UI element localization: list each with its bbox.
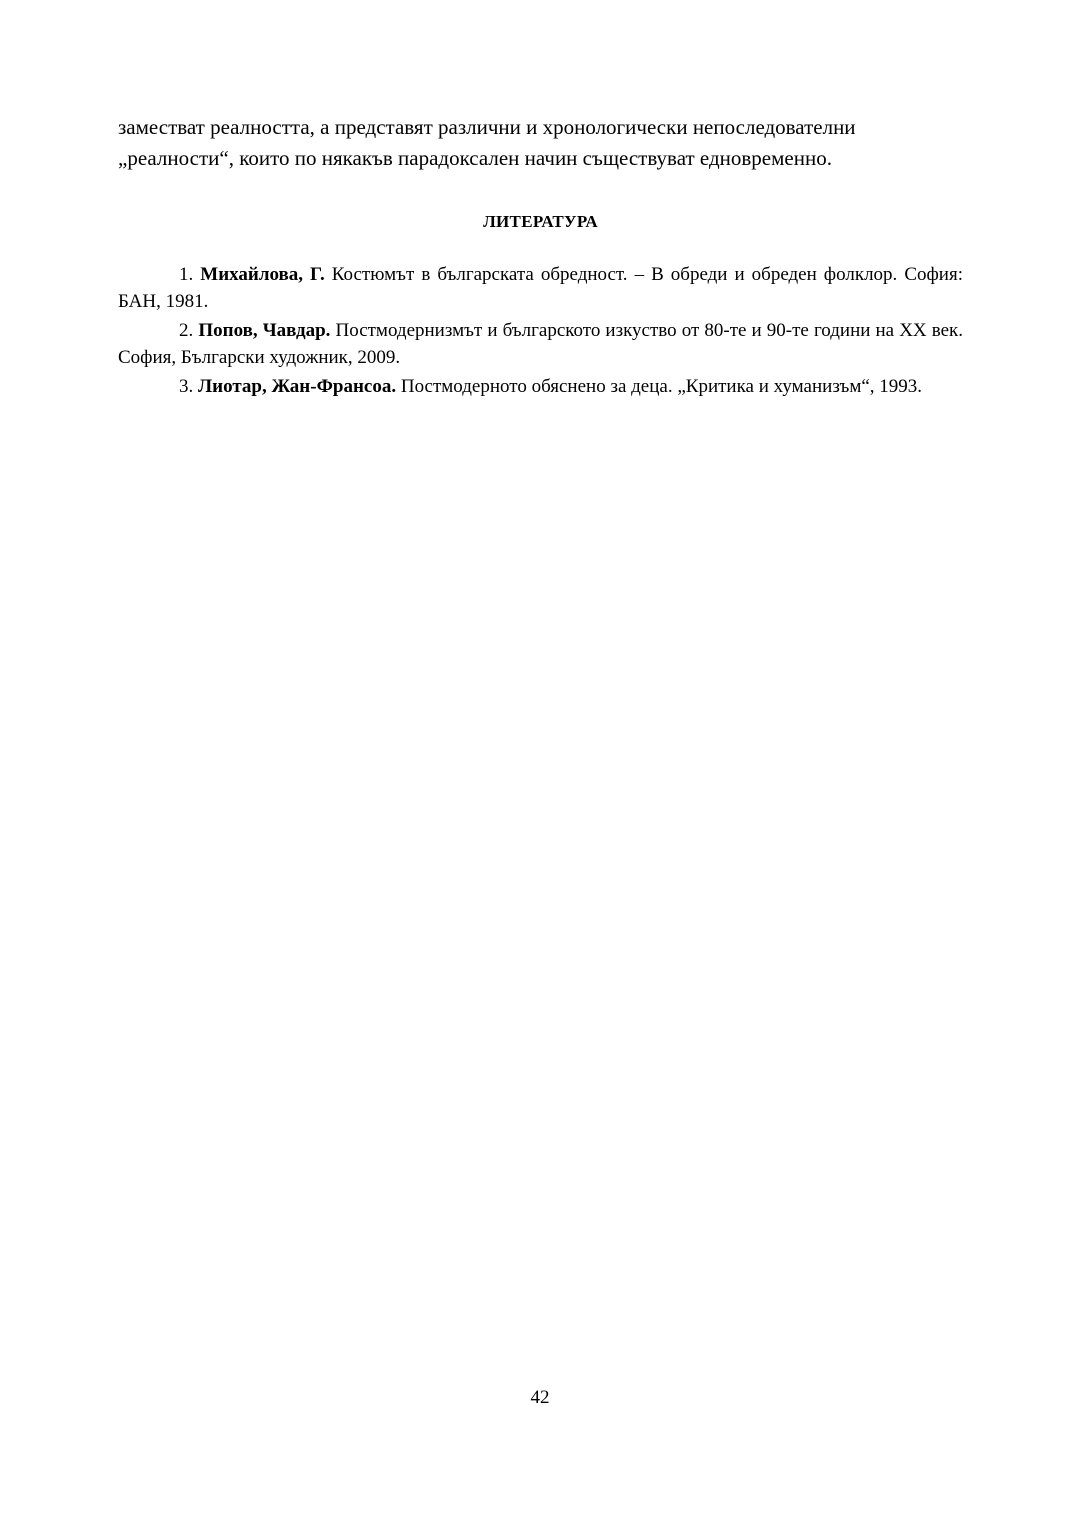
item-author: Лиотар, Жан-Франсоа. [198,376,397,397]
paragraph-line: заместват реалността, а представят различни и хронологически непоследователни [118,115,856,139]
item-text: Постмодернизмът и българското изкуство от 80-те и 90-те години на ХХ век. София, Български художник, 2009. [118,320,964,368]
paragraph-line: „реалности“, които по някакъв парадоксален начин съществуват едновременно. [118,146,832,170]
bibliography-item [118,317,963,371]
item-text: Постмодерното обяснено за деца. „Критика и хуманизъм“, 1993. [400,376,923,397]
item-author: Попов, Чавдар. [198,320,331,341]
bibliography-item [118,261,963,315]
item-number: 2. [179,320,194,341]
item-text: Костюмът в българската обредност. – В обреди и обреден фолклор. София: БАН, 1981. [118,264,963,312]
bibliography-item [118,373,963,400]
item-number: 1. [179,264,194,285]
page-content [118,112,963,402]
page-number: 42 [530,1387,550,1408]
item-author: Михайлова, Г. [200,264,325,285]
bibliography-heading: ЛИТЕРАТУРА [483,212,598,231]
bibliography-list [118,261,963,400]
item-number: 3. [179,376,194,397]
body-paragraph [118,112,963,174]
